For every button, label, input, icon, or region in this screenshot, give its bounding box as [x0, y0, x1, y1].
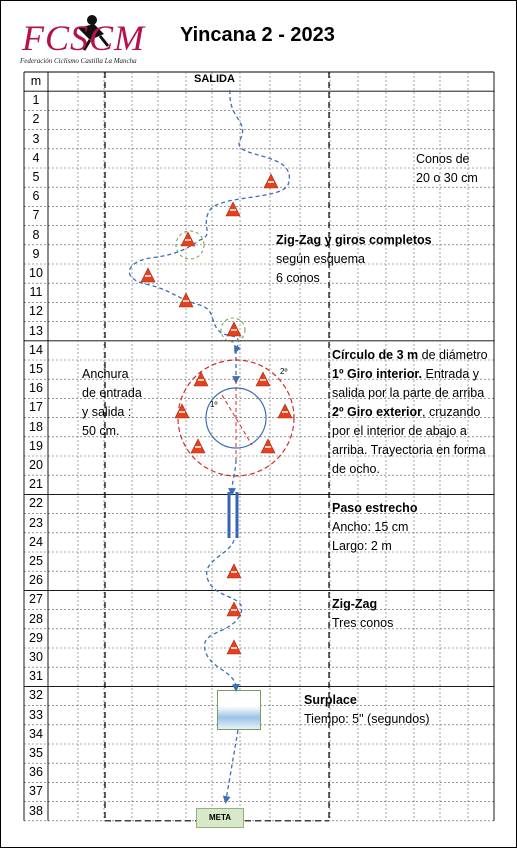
cone-icon: [179, 293, 193, 307]
circle-note-7: de ocho.: [332, 462, 380, 476]
zigzag2-sub: Tres conos: [332, 616, 394, 630]
width-note-4: 50 cm.: [82, 424, 120, 438]
cone-icon: [226, 202, 240, 216]
row-number: 2: [32, 112, 40, 127]
course-path-final: [226, 730, 238, 800]
row-number: 6: [32, 189, 40, 204]
cone-icon: [278, 404, 292, 418]
width-note-1: Anchura: [82, 367, 129, 381]
narrow-pass-width: Ancho: 15 cm: [332, 520, 409, 534]
cone-icon: [261, 439, 275, 453]
row-number: 9: [32, 246, 40, 261]
cone-icon: [194, 372, 208, 386]
cone-icon: [191, 439, 205, 453]
row-number: 10: [29, 266, 43, 280]
row-number: 37: [29, 784, 43, 799]
row-number: 20: [29, 458, 43, 472]
col-header-m: m: [30, 74, 42, 88]
row-number: 4: [32, 150, 40, 165]
cone-icon: [227, 564, 241, 578]
zigzag-title: Zig-Zag y giros completos: [276, 233, 432, 247]
row-number: 38: [29, 803, 43, 818]
narrow-pass-title: Paso estrecho: [332, 501, 418, 515]
circle-note-6: arriba. Trayectoria en forma: [332, 443, 486, 457]
row-number: 25: [29, 554, 43, 568]
cone-icon: [264, 174, 278, 188]
cone-icon: [256, 372, 270, 386]
row-number: 19: [29, 438, 43, 453]
row-number: 3: [32, 131, 40, 146]
cones-note-2: 20 o 30 cm: [416, 171, 478, 185]
row-number: 33: [29, 707, 43, 722]
page-title: Yincana 2 - 2023: [180, 24, 335, 46]
start-label: SALIDA: [194, 73, 235, 85]
row-number: 13: [29, 323, 43, 338]
row-number: 28: [29, 611, 43, 626]
row-number: 36: [29, 765, 43, 780]
row-number: 23: [29, 515, 43, 530]
width-note-2: de entrada: [82, 386, 142, 400]
cones-note-1: Conos de: [416, 152, 470, 166]
course-path-upper: [129, 90, 289, 350]
row-number: 16: [29, 381, 43, 396]
row-number: 24: [29, 534, 43, 549]
row-number: 5: [32, 170, 40, 184]
cone-icon: [227, 322, 241, 336]
circle-note-4: 2º Giro exterior, cruzando: [332, 405, 481, 419]
row-number: 8: [32, 227, 40, 242]
zigzag2-title: Zig-Zag: [332, 597, 378, 611]
zigzag-sub-2: 6 conos: [276, 271, 320, 285]
row-number: 7: [32, 208, 40, 223]
row-number: 17: [29, 400, 43, 415]
zigzag-sub-1: según esquema: [276, 252, 365, 266]
narrow-pass-length: Largo: 2 m: [332, 539, 392, 553]
row-number: 12: [29, 304, 43, 319]
row-number: 27: [29, 592, 43, 607]
row-number: 35: [29, 746, 43, 760]
row-number: 21: [29, 477, 43, 492]
logo-subtitle: Federación Ciclismo Castilla La Mancha: [20, 57, 137, 65]
row-number: 34: [29, 726, 43, 741]
surplace-time: Tiempo: 5" (segundos): [304, 712, 430, 726]
circle-note-1: Círculo de 3 m de diámetro: [332, 348, 488, 362]
row-number: 1: [32, 93, 40, 108]
row-number: 32: [29, 688, 43, 703]
row-number: 18: [29, 419, 43, 434]
row-number: 22: [29, 496, 43, 511]
row-number: 11: [29, 285, 43, 300]
row-number: 31: [29, 669, 43, 684]
cone-icon: [141, 268, 155, 282]
row-number: 15: [29, 362, 43, 376]
row-number: 30: [29, 650, 43, 664]
logo-letters: FCSCM: [22, 18, 146, 58]
turn-2-mark: 2º: [280, 367, 288, 376]
width-note-3: y salida :: [82, 405, 132, 419]
finish-label: META: [196, 808, 244, 828]
turn-1-mark: 1º: [210, 400, 218, 409]
cone-icon: [175, 404, 189, 418]
row-number: 26: [29, 573, 43, 588]
cone-icon: [227, 640, 241, 654]
cone-icon: [227, 602, 241, 616]
row-number: 14: [29, 342, 43, 357]
circle-note-3: salida por la parte de arriba: [332, 386, 485, 400]
row-number: 29: [29, 630, 43, 645]
surplace-title: Surplace: [304, 693, 357, 707]
cone-icon: [181, 232, 195, 246]
circle-note-2: 1º Giro interior. Entrada y: [332, 367, 479, 381]
circle-note-5: por el interior de abajo a: [332, 424, 467, 438]
